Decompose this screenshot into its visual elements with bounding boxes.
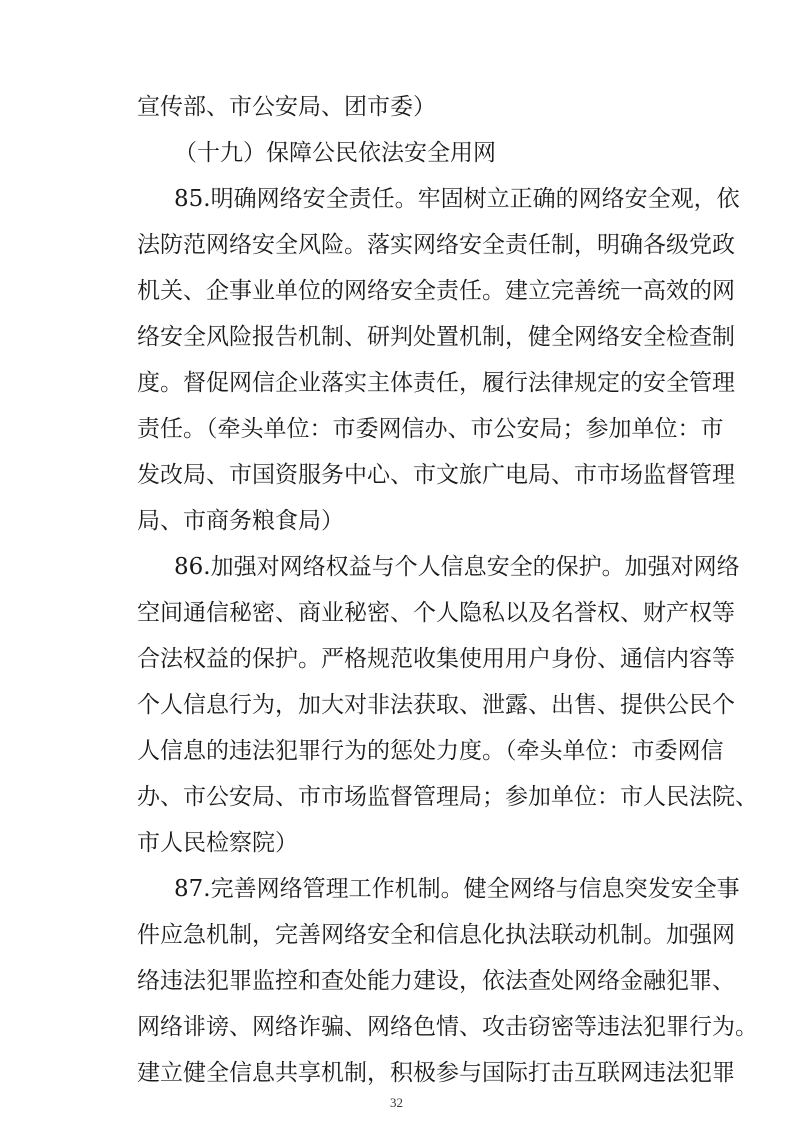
- paragraph-86-line: 合法权益的保护。严格规范收集使用用户身份、通信内容等: [137, 646, 735, 672]
- paragraph-85-line: 局、市商务粮食局）: [137, 508, 344, 534]
- paragraph-85-line: 发改局、市国资服务中心、市文旅广电局、市市场监督管理: [137, 462, 735, 488]
- text-line-continuation: 宣传部、市公安局、团市委）: [137, 94, 436, 120]
- paragraph-87-line: 件应急机制，完善网络安全和信息化执法联动机制。加强网: [137, 922, 735, 948]
- paragraph-87-line: 建立健全信息共享机制，积极参与国际打击互联网违法犯罪: [137, 1060, 735, 1086]
- paragraph-85-line: 机关、企事业单位的网络安全责任。建立完善统一高效的网: [137, 278, 735, 304]
- paragraph-85-line: 度。督促网信企业落实主体责任，履行法律规定的安全管理: [137, 370, 735, 396]
- paragraph-86-line: 市人民检察院）: [137, 830, 298, 856]
- paragraph-86-line: 空间通信秘密、商业秘密、个人隐私以及名誉权、财产权等: [137, 600, 735, 626]
- paragraph-87-line: 络违法犯罪监控和查处能力建设，依法查处网络金融犯罪、: [137, 968, 735, 994]
- paragraph-86-line: 人信息的违法犯罪行为的惩处力度。（牵头单位：市委网信: [137, 738, 724, 764]
- paragraph-85-line: 法防范网络安全风险。落实网络安全责任制，明确各级党政: [137, 232, 735, 258]
- paragraph-86-line: 办、市公安局、市市场监督管理局；参加单位：市人民法院、: [137, 784, 758, 810]
- paragraph-87-line: 网络诽谤、网络诈骗、网络色情、攻击窃密等违法犯罪行为。: [137, 1014, 758, 1040]
- paragraph-85-line: 络安全风险报告机制、研判处置机制，健全网络安全检查制: [137, 324, 735, 350]
- paragraph-85-line: 责任。（牵头单位：市委网信办、市公安局；参加单位：市: [137, 416, 724, 442]
- paragraph-86-line: 个人信息行为，加大对非法获取、泄露、出售、提供公民个: [137, 692, 735, 718]
- paragraph-87-line: 87.完善网络管理工作机制。健全网络与信息突发安全事: [174, 876, 740, 902]
- paragraph-86-line: 86.加强对网络权益与个人信息安全的保护。加强对网络: [174, 554, 740, 580]
- page-number: 32: [390, 1095, 403, 1110]
- paragraph-85-line: 85.明确网络安全责任。牢固树立正确的网络安全观，依: [174, 186, 740, 212]
- section-heading: （十九）保障公民依法安全用网: [174, 140, 496, 166]
